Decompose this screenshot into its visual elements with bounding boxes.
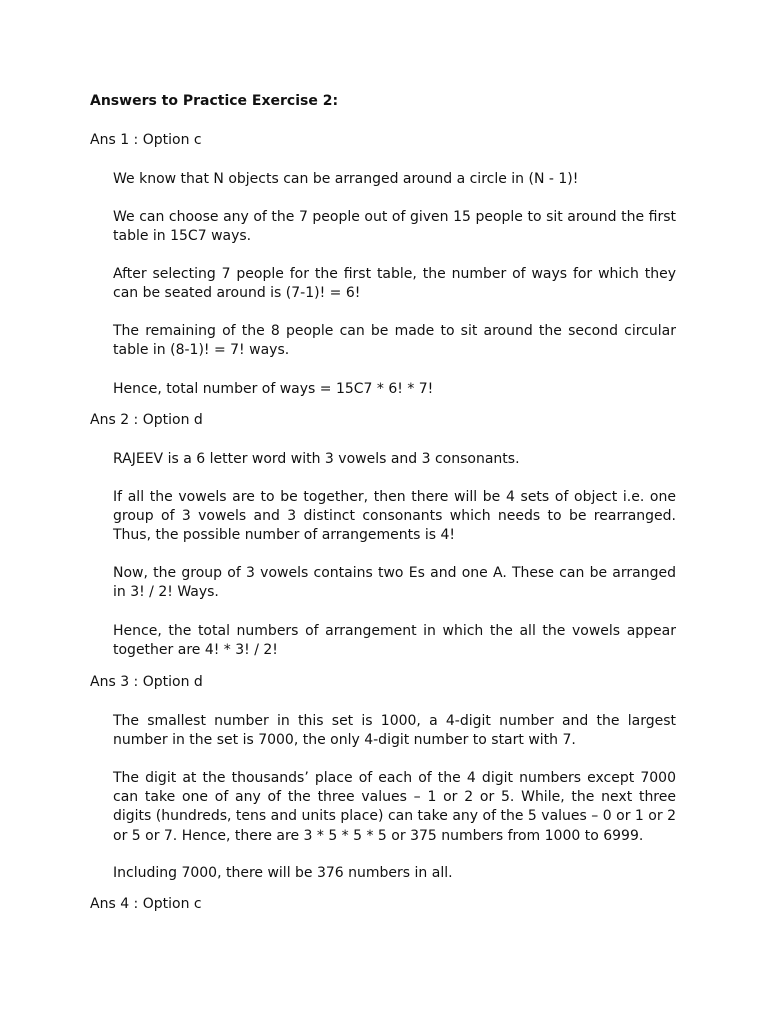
answer-3-paragraph-2: The digit at the thousands’ place of each of the 4 digit numbers except 7000 can take one of any of the three values – 1 or 2 or 5. While, the next three digits (hundreds, tens and units place) can take any of the 5 values – 0 or 1 or 2 or 5 or 7. Hence, there are 3 * 5 * 5 * 5 or 375 numbers from 1000 to 6999. (113, 770, 676, 844)
answer-1-heading: Ans 1 : Option c (90, 132, 202, 148)
answer-1-paragraph-3: After selecting 7 people for the first table, the number of ways for which they can be seated around is (7-1)! = 6! (113, 266, 676, 302)
answer-1-paragraph-2: We can choose any of the 7 people out of given 15 people to sit around the first table in 15C7 ways. (113, 209, 676, 245)
answer-1-paragraph-4: The remaining of the 8 people can be made to sit around the second circular table in (8-1)! = 7! ways. (113, 323, 676, 359)
document-title: Answers to Practice Exercise 2: (90, 93, 339, 109)
answer-3-paragraph-3: Including 7000, there will be 376 numbers in all. (113, 865, 453, 881)
answer-4-heading: Ans 4 : Option c (90, 896, 202, 912)
answer-2-paragraph-3: Now, the group of 3 vowels contains two Es and one A. These can be arranged in 3! / 2! Ways. (113, 565, 676, 601)
answer-2-paragraph-1: RAJEEV is a 6 letter word with 3 vowels and 3 consonants. (113, 451, 520, 467)
answer-2-paragraph-2: If all the vowels are to be together, then there will be 4 sets of object i.e. one group of 3 vowels and 3 distinct consonants which needs to be rearranged. Thus, the possible number of arrangements is 4! (113, 489, 676, 544)
answer-1-paragraph-5: Hence, total number of ways = 15C7 * 6! * 7! (113, 381, 434, 397)
answer-2-paragraph-4: Hence, the total numbers of arrangement in which the all the vowels appear together are 4! * 3! / 2! (113, 623, 676, 659)
answer-2-heading: Ans 2 : Option d (90, 412, 203, 428)
answer-3-paragraph-1: The smallest number in this set is 1000, a 4-digit number and the largest number in the set is 7000, the only 4-digit number to start with 7. (113, 713, 676, 749)
answer-1-paragraph-1: We know that N objects can be arranged around a circle in (N - 1)! (113, 171, 579, 187)
answer-3-heading: Ans 3 : Option d (90, 674, 203, 690)
